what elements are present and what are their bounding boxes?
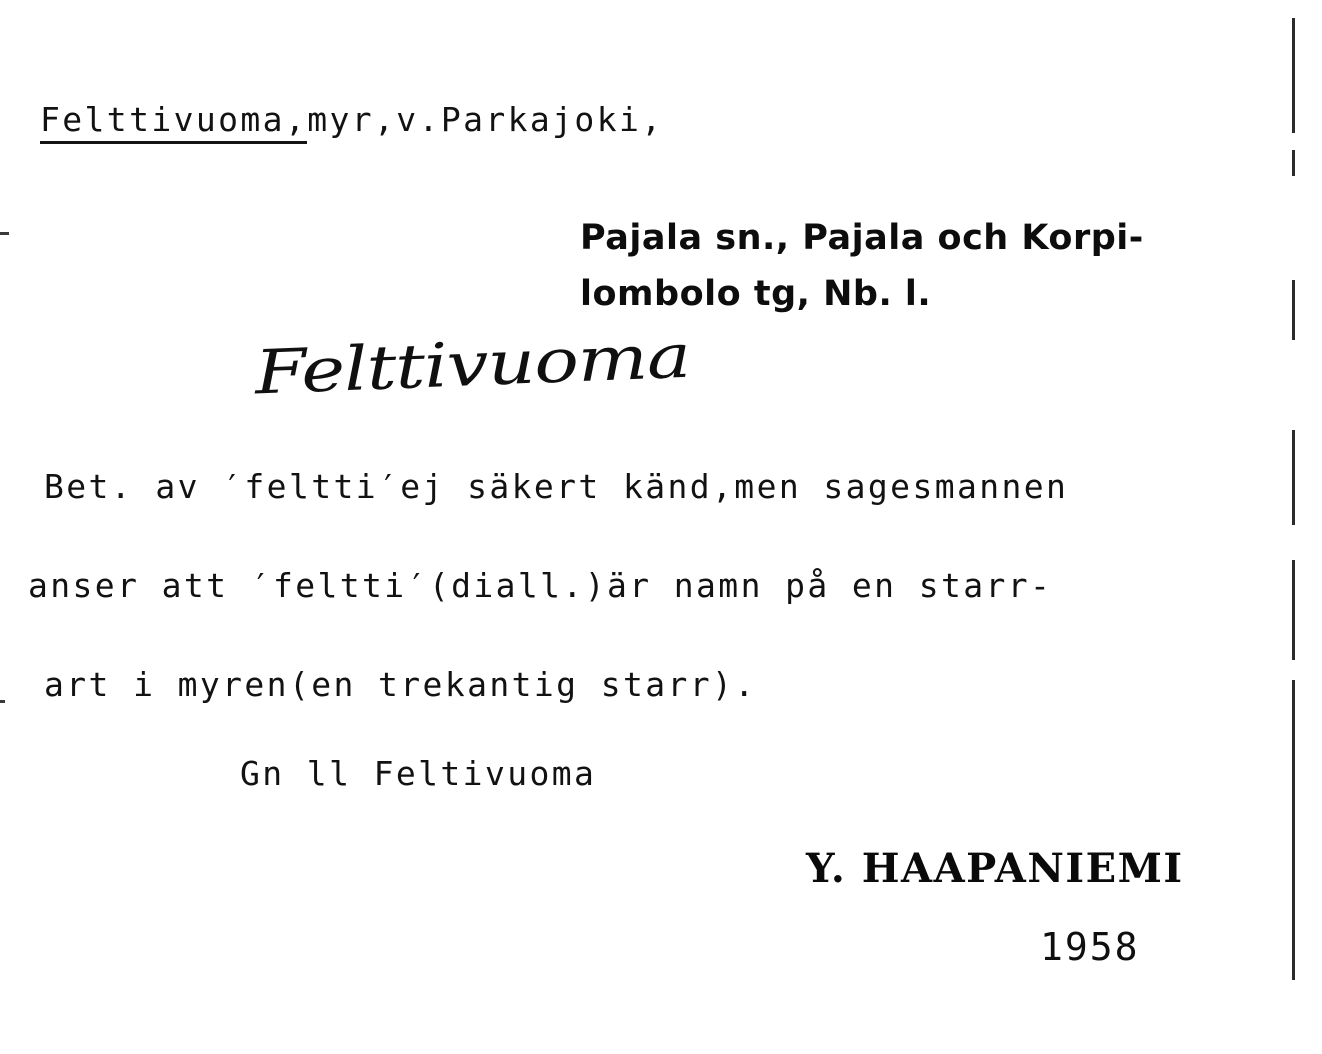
scan-edge-mark	[1292, 280, 1295, 340]
body-line: art i myren(en trekantig starr).	[44, 665, 757, 704]
scan-edge-mark	[1292, 680, 1295, 980]
body-line: Gn ll Feltivuoma	[240, 754, 597, 793]
parish-line-2: lombolo tg, Nb. l.	[580, 274, 932, 314]
scan-speck	[0, 232, 9, 235]
scan-edge-mark	[1292, 560, 1295, 660]
year: 1958	[1040, 925, 1140, 969]
scan-edge-mark	[1292, 430, 1295, 525]
parish-line-1: Pajala sn., Pajala och Korpi-	[580, 218, 1144, 258]
scan-edge-mark	[1292, 18, 1295, 133]
headword: Felttivuoma,	[40, 100, 307, 144]
body-line: anser att ′feltti′(diall.)är namn på en starr-	[28, 566, 1053, 605]
headword-line	[40, 100, 664, 139]
signature: Y. HAAPANIEMI	[806, 845, 1184, 892]
handwritten-name: Felttivuoma	[253, 321, 692, 409]
body-line: Bet. av ′feltti′ej säkert känd,men sagesmannen	[44, 467, 1069, 506]
headword-qualifier: myr,v.Parkajoki,	[307, 100, 664, 139]
scan-speck	[0, 700, 5, 703]
scan-edge-mark	[1292, 150, 1295, 176]
